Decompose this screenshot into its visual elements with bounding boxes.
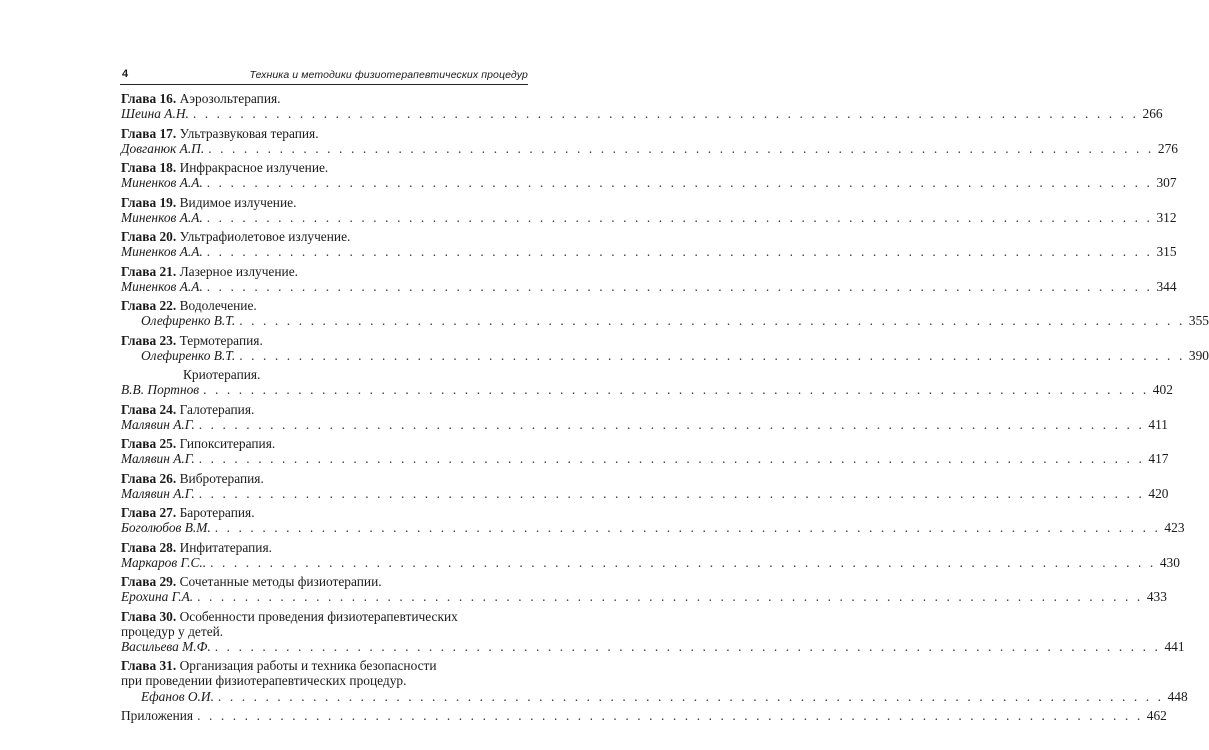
- toc-entry: [121, 470, 1169, 501]
- appendix-line: [121, 707, 1167, 723]
- chapter-author: В.В. Портнов: [121, 382, 200, 398]
- chapter-label: Глава 16.: [121, 91, 177, 106]
- chapter-heading: [121, 471, 527, 486]
- appendix-page: 462: [1146, 707, 1167, 723]
- chapter-author: Ефанов О.И.: [141, 688, 214, 704]
- dot-leader: . . . . . . . . . . . . . . . . . . . . . . . . . . . . . . . . . . . . . . . . . . . . . . . . . . . . . . . . . . . . . . . . . . . . . . . . . . . . . . . .: [198, 451, 1145, 467]
- page-ref: 402: [1152, 382, 1173, 398]
- page-ref: 312: [1156, 209, 1177, 225]
- chapter-label: Глава 22.: [121, 298, 177, 313]
- page-ref: 276: [1157, 140, 1178, 156]
- dot-leader: . . . . . . . . . . . . . . . . . . . . . . . . . . . . . . . . . . . . . . . . . . . . . . . . . . . . . . . . . . . . . . . . . . . . . . . . . . . . . . . .: [198, 485, 1145, 501]
- chapter-label: Глава 27.: [121, 505, 177, 520]
- chapter-heading: [121, 91, 527, 106]
- chapter-title-line: [121, 229, 527, 244]
- chapter-title: Аэрозольтерапия.: [179, 91, 281, 106]
- toc-entry: [121, 401, 1168, 432]
- chapter-heading: [121, 333, 527, 348]
- chapter-author: Ерохина Г.А.: [121, 589, 194, 605]
- page-ref: 433: [1146, 589, 1167, 605]
- chapter-title-line: [121, 160, 527, 175]
- chapter-author: Миненков А.А.: [121, 209, 203, 225]
- chapter-title: Особенности проведения физиотерапевтических: [179, 608, 458, 624]
- page-ref: 430: [1159, 554, 1180, 570]
- dot-leader: . . . . . . . . . . . . . . . . . . . . . . . . . . . . . . . . . . . . . . . . . . . . . . . . . . . . . . . . . . . . . . . . . . . . . . . . . . . . . . . .: [198, 416, 1145, 432]
- chapter-title-line: [121, 264, 527, 279]
- chapter-title-line: [121, 298, 527, 313]
- chapter-title-line: [121, 673, 527, 688]
- chapter-title-line: [121, 505, 527, 520]
- dot-leader: . . . . . . . . . . . . . . . . . . . . . . . . . . . . . . . . . . . . . . . . . . . . . . . . . . . . . . . . . . . . . . . . . . . . . . . . . . . . . . . .: [208, 140, 1154, 156]
- chapter-heading: [121, 540, 527, 555]
- chapter-title-line: [121, 91, 527, 106]
- author-line: [121, 313, 1209, 329]
- page-ref: 448: [1167, 688, 1188, 704]
- dot-leader: . . . . . . . . . . . . . . . . . . . . . . . . . . . . . . . . . . . . . . . . . . . . . . . . . . . . . . . . . . . . . . . . . . . . . . . . . . . . . . . .: [206, 244, 1153, 260]
- toc-entry: [121, 505, 1185, 536]
- running-header: [120, 68, 528, 85]
- chapter-title-line: [121, 574, 527, 589]
- author-line: [121, 554, 1180, 570]
- chapter-label: Глава 20.: [121, 229, 177, 244]
- chapter-label: Глава 24.: [121, 401, 177, 417]
- chapter-heading: [121, 229, 527, 244]
- dot-leader: . . . . . . . . . . . . . . . . . . . . . . . . . . . . . . . . . . . . . . . . . . . . . . . . . . . . . . . . . . . . . . . . . . . . . . . . . . . . . . . .: [206, 209, 1153, 225]
- author-line: [121, 520, 1185, 536]
- dot-leader: . . . . . . . . . . . . . . . . . . . . . . . . . . . . . . . . . . . . . . . . . . . . . . . . . . . . . . . . . . . . . . . . . . . . . . . . . . . . . . . .: [197, 707, 1143, 723]
- chapter-label: Глава 19.: [121, 194, 177, 210]
- running-head-title: Техника и методики физиотерапевтических процедур: [249, 69, 528, 81]
- toc-entry: [121, 658, 1188, 704]
- chapter-heading: [121, 126, 527, 141]
- chapter-title: Ультрафиолетовое излучение.: [179, 229, 351, 244]
- chapter-author: Миненков А.А.: [121, 278, 203, 294]
- chapter-label: Глава 31.: [121, 658, 177, 674]
- chapter-heading: [121, 436, 527, 451]
- toc-entry: [121, 332, 1209, 363]
- chapter-author: Васильева М.Ф.: [121, 638, 211, 654]
- chapter-title-line: [121, 609, 527, 624]
- chapter-heading: [121, 658, 527, 688]
- chapter-title-line: [121, 471, 527, 486]
- chapter-title: Инфитатерапия.: [179, 539, 272, 555]
- chapter-title-line: [121, 624, 527, 639]
- chapter-heading: [121, 264, 527, 279]
- author-line: [121, 209, 1177, 225]
- chapter-title-line: [121, 436, 527, 451]
- chapter-title: Вибротерапия.: [179, 470, 264, 486]
- page-ref: 420: [1148, 485, 1169, 501]
- chapter-label: Глава 26.: [121, 470, 177, 486]
- chapter-label: Глава 17.: [121, 125, 177, 141]
- chapter-title: Лазерное излучение.: [179, 263, 298, 279]
- chapter-title: Гипокситерапия.: [179, 436, 276, 451]
- chapter-label: Глава 18.: [121, 160, 177, 175]
- chapter-label: Глава 29.: [121, 574, 177, 589]
- page-number: 4: [122, 68, 129, 80]
- chapter-label: Глава 28.: [121, 539, 177, 555]
- author-line: [121, 175, 1177, 191]
- chapter-title: Баротерапия.: [179, 505, 255, 520]
- page-ref: 390: [1188, 347, 1209, 363]
- author-line: [121, 688, 1188, 704]
- page-ref: 266: [1142, 106, 1163, 122]
- dot-leader: . . . . . . . . . . . . . . . . . . . . . . . . . . . . . . . . . . . . . . . . . . . . . . . . . . . . . . . . . . . . . . . . . . . . . . . . . . . . . . . .: [239, 313, 1185, 329]
- chapter-title: Ультразвуковая терапия.: [179, 125, 319, 141]
- page-ref: 417: [1148, 451, 1169, 467]
- toc-entry: [121, 263, 1177, 294]
- chapter-author: Миненков А.А.: [121, 244, 203, 260]
- chapter-label: Глава 25.: [121, 436, 177, 451]
- toc-entry: [121, 194, 1177, 225]
- chapter-title: Термотерапия.: [179, 332, 263, 348]
- chapter-author: Боголюбов В.М.: [121, 520, 211, 536]
- dot-leader: . . . . . . . . . . . . . . . . . . . . . . . . . . . . . . . . . . . . . . . . . . . . . . . . . . . . . . . . . . . . . . . . . . . . . . . . . . . . . . . .: [206, 278, 1153, 294]
- chapter-author: Олефиренко В.Т.: [141, 313, 236, 329]
- chapter-author: Малявин А.Г.: [121, 485, 195, 501]
- chapter-heading: [121, 609, 527, 639]
- appendix-label: Приложения: [121, 707, 194, 723]
- chapter-author: Миненков А.А.: [121, 175, 203, 191]
- dot-leader: . . . . . . . . . . . . . . . . . . . . . . . . . . . . . . . . . . . . . . . . . . . . . . . . . . . . . . . . . . . . . . . . . . . . . . . . . . . . . . . .: [210, 554, 1156, 570]
- table-of-contents: [121, 91, 1209, 723]
- chapter-label: Глава 30.: [121, 608, 177, 624]
- chapter-title: Инфракрасное излучение.: [179, 160, 329, 175]
- chapter-title: Сочетанные методы физиотерапии.: [179, 574, 382, 589]
- chapter-author: Довганюк А.П.: [121, 140, 205, 156]
- chapter-heading: [121, 367, 527, 382]
- chapter-label: Глава 21.: [121, 263, 177, 279]
- page-ref: 423: [1164, 520, 1185, 536]
- chapter-heading: [121, 505, 527, 520]
- page-ref: 307: [1156, 175, 1177, 191]
- page-ref: 441: [1164, 638, 1185, 654]
- chapter-title: процедур у детей.: [121, 623, 224, 639]
- chapter-title-line: [121, 540, 527, 555]
- chapter-label: Глава 23.: [121, 332, 177, 348]
- toc-entry: [121, 160, 1177, 191]
- author-line: [121, 140, 1178, 156]
- author-line: [121, 485, 1169, 501]
- dot-leader: . . . . . . . . . . . . . . . . . . . . . . . . . . . . . . . . . . . . . . . . . . . . . . . . . . . . . . . . . . . . . . . . . . . . . . . . . . . . . . . .: [203, 382, 1149, 398]
- toc-entry: [121, 539, 1180, 570]
- chapter-title: Криотерапия.: [183, 367, 261, 382]
- author-line: [121, 347, 1209, 363]
- chapter-title-line: [121, 195, 527, 210]
- toc-entry: [121, 91, 1163, 122]
- toc-entry: [121, 574, 1167, 605]
- toc-entry: [121, 125, 1178, 156]
- chapter-title: Галотерапия.: [179, 401, 255, 417]
- toc-entry: [121, 608, 1185, 655]
- chapter-heading: [121, 298, 527, 313]
- dot-leader: . . . . . . . . . . . . . . . . . . . . . . . . . . . . . . . . . . . . . . . . . . . . . . . . . . . . . . . . . . . . . . . . . . . . . . . . . . . . . . . .: [192, 106, 1139, 122]
- toc-entry: [121, 298, 1209, 329]
- chapter-author: Шеина А.Н.: [121, 106, 189, 122]
- chapter-title-line: [121, 402, 527, 417]
- chapter-title-line: [121, 367, 527, 382]
- dot-leader: . . . . . . . . . . . . . . . . . . . . . . . . . . . . . . . . . . . . . . . . . . . . . . . . . . . . . . . . . . . . . . . . . . . . . . . . . . . . . . . .: [214, 638, 1161, 654]
- chapter-heading: [121, 160, 527, 175]
- chapter-heading: [121, 195, 527, 210]
- dot-leader: . . . . . . . . . . . . . . . . . . . . . . . . . . . . . . . . . . . . . . . . . . . . . . . . . . . . . . . . . . . . . . . . . . . . . . . . . . . . . . . .: [239, 347, 1185, 363]
- chapter-title-line: [121, 126, 527, 141]
- chapter-title: Видимое излучение.: [179, 194, 297, 210]
- chapter-title: Организация работы и техника безопасности: [179, 658, 437, 674]
- author-line: [121, 589, 1167, 605]
- author-line: [121, 638, 1185, 654]
- author-line: [121, 451, 1169, 467]
- author-line: [121, 382, 1173, 398]
- page-ref: 355: [1188, 313, 1209, 329]
- dot-leader: . . . . . . . . . . . . . . . . . . . . . . . . . . . . . . . . . . . . . . . . . . . . . . . . . . . . . . . . . . . . . . . . . . . . . . . . . . . . . . . .: [214, 520, 1161, 536]
- chapter-title: при проведении физиотерапевтических процедур.: [121, 673, 407, 689]
- chapter-title-line: [121, 658, 527, 673]
- chapter-heading: [121, 574, 527, 589]
- page-ref: 344: [1156, 278, 1177, 294]
- toc-entry: [121, 436, 1169, 467]
- dot-leader: . . . . . . . . . . . . . . . . . . . . . . . . . . . . . . . . . . . . . . . . . . . . . . . . . . . . . . . . . . . . . . . . . . . . . . . . . . . . . . . .: [217, 688, 1164, 704]
- toc-entry: [121, 367, 1173, 398]
- author-line: [121, 244, 1177, 260]
- author-line: [121, 278, 1177, 294]
- chapter-author: Малявин А.Г.: [121, 451, 195, 467]
- chapter-title: Водолечение.: [179, 298, 257, 313]
- author-line: [121, 416, 1168, 432]
- author-line: [121, 106, 1163, 122]
- chapter-heading: [121, 402, 527, 417]
- page-ref: 411: [1148, 416, 1168, 432]
- chapter-author: Олефиренко В.Т.: [141, 347, 236, 363]
- dot-leader: . . . . . . . . . . . . . . . . . . . . . . . . . . . . . . . . . . . . . . . . . . . . . . . . . . . . . . . . . . . . . . . . . . . . . . . . . . . . . . . .: [197, 589, 1143, 605]
- chapter-author: Малявин А.Г.: [121, 416, 195, 432]
- toc-entry: [121, 229, 1177, 260]
- dot-leader: . . . . . . . . . . . . . . . . . . . . . . . . . . . . . . . . . . . . . . . . . . . . . . . . . . . . . . . . . . . . . . . . . . . . . . . . . . . . . . . .: [206, 175, 1153, 191]
- page-ref: 315: [1156, 244, 1177, 260]
- chapter-title-line: [121, 333, 527, 348]
- chapter-author: Маркаров Г.С..: [121, 554, 207, 570]
